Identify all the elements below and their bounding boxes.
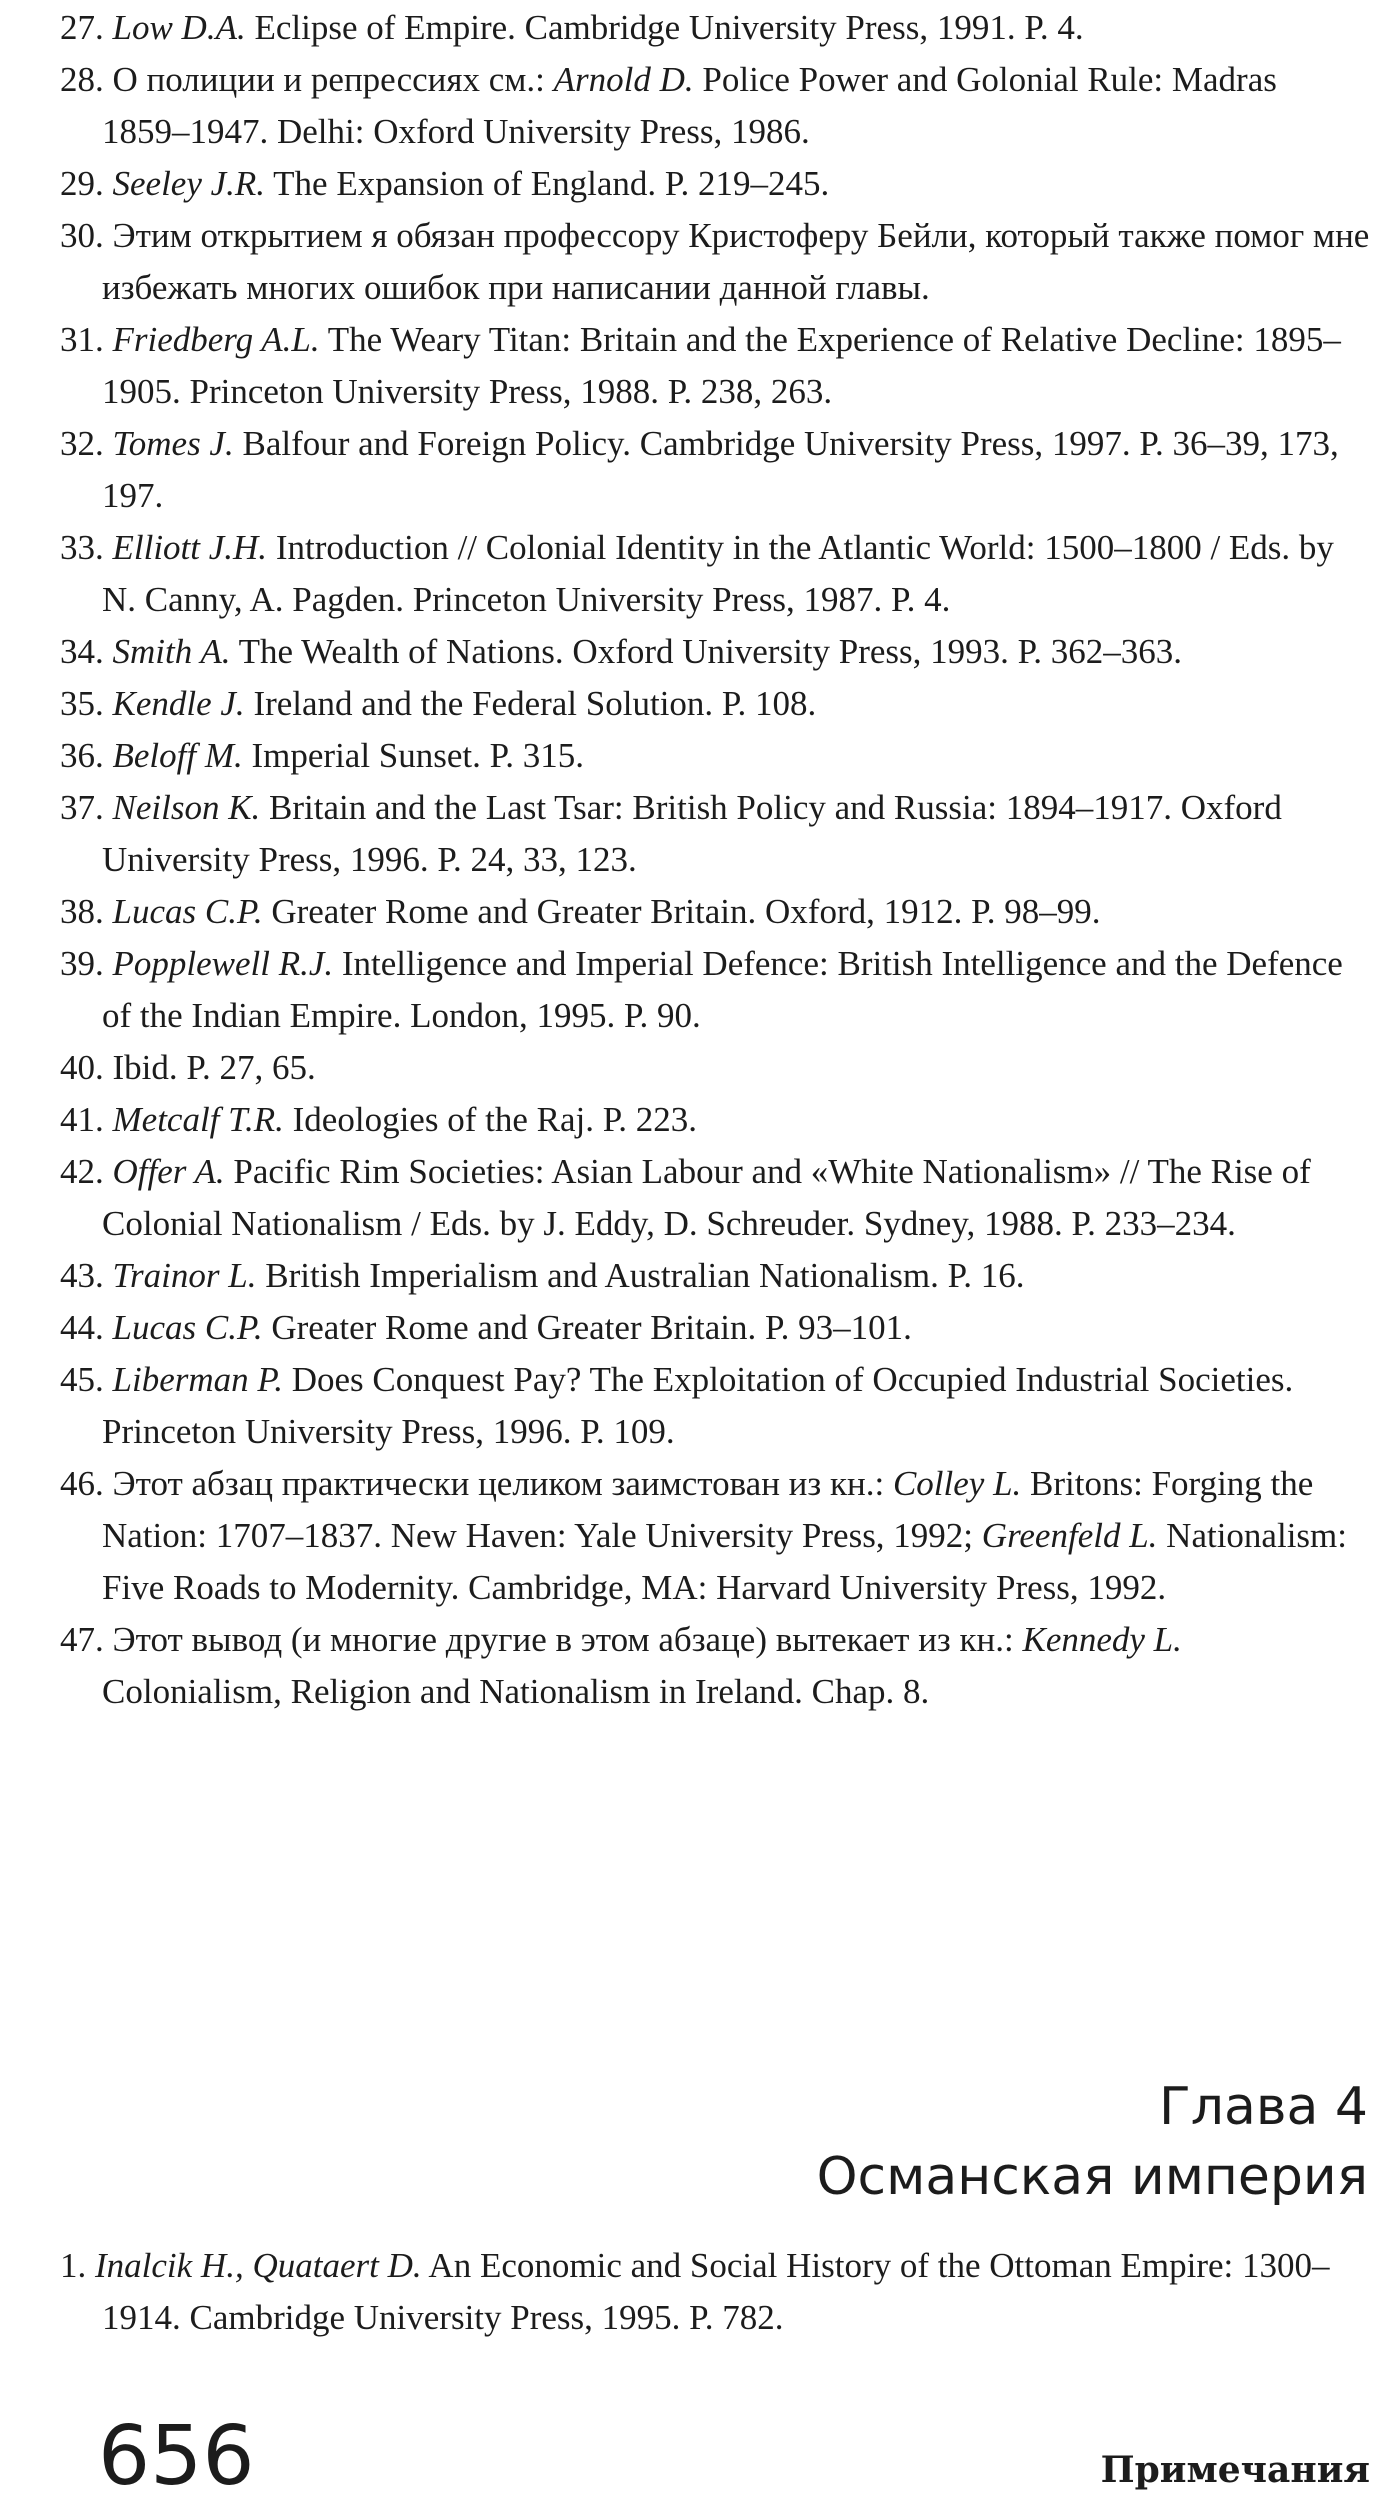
endnote-item bbox=[60, 418, 1370, 522]
endnote-text: Britons: Forging the Nation: 1707–1837. New Haven: Yale University Press, 1992; bbox=[102, 1464, 1314, 1555]
endnote-number: 34. bbox=[60, 632, 104, 671]
endnote-item bbox=[60, 210, 1370, 314]
endnote-item bbox=[60, 782, 1370, 886]
endnote-item bbox=[60, 1458, 1370, 1614]
endnote-text: Imperial Sunset. P. 315. bbox=[242, 736, 584, 775]
endnote-text: Ibid. P. 27, 65. bbox=[112, 1048, 316, 1087]
endnote-author: Arnold D. bbox=[553, 60, 694, 99]
endnote-text: Eclipse of Empire. Cambridge University Press, 1991. P. 4. bbox=[245, 8, 1084, 47]
endnote-number: 1. bbox=[60, 2246, 87, 2285]
endnote-item bbox=[60, 1146, 1370, 1250]
endnote-item bbox=[60, 2240, 1370, 2344]
endnote-author: Liberman P. bbox=[112, 1360, 283, 1399]
endnote-text: Этим открытием я обязан профессору Кристоферу Бейли, который также помог мне избежать многих ошибок при написании данной главы. bbox=[102, 216, 1370, 307]
endnote-text: Nationalism: Five Roads to Modernity. Cambridge, MA: Harvard University Press, 1992. bbox=[102, 1516, 1347, 1607]
endnote-number: 45. bbox=[60, 1360, 104, 1399]
endnote-text: Britain and the Last Tsar: British Policy and Russia: 1894–1917. Oxford University Press, 1996. P. 24, 33, 123. bbox=[102, 788, 1282, 879]
endnote-item bbox=[60, 886, 1370, 938]
endnote-number: 33. bbox=[60, 528, 104, 567]
running-footer-title: Примечания bbox=[1100, 2449, 1370, 2491]
endnote-number: 38. bbox=[60, 892, 104, 931]
endnote-author: Metcalf T.R. bbox=[112, 1100, 284, 1139]
endnote-text: British Imperialism and Australian Nationalism. P. 16. bbox=[256, 1256, 1025, 1295]
endnote-text: Pacific Rim Societies: Asian Labour and «White Nationalism» // The Rise of Colonial Nationalism / Eds. by J. Eddy, D. Schreuder. Sydney, 1988. P. 233–234. bbox=[102, 1152, 1311, 1243]
endnote-item bbox=[60, 1094, 1370, 1146]
endnote-author: Friedberg A.L. bbox=[112, 320, 320, 359]
endnote-number: 42. bbox=[60, 1152, 104, 1191]
endnote-number: 46. bbox=[60, 1464, 104, 1503]
endnote-author: Trainor L. bbox=[112, 1256, 257, 1295]
endnote-number: 27. bbox=[60, 8, 104, 47]
endnote-text: Balfour and Foreign Policy. Cambridge University Press, 1997. P. 36–39, 173, 197. bbox=[102, 424, 1339, 515]
endnote-text: Ideologies of the Raj. P. 223. bbox=[283, 1100, 698, 1139]
endnote-text: Does Conquest Pay? The Exploitation of Occupied Industrial Societies. Princeton University Press, 1996. P. 109. bbox=[102, 1360, 1294, 1451]
endnote-author: Colley L. bbox=[892, 1464, 1022, 1503]
endnote-author: Popplewell R.J. bbox=[112, 944, 334, 983]
endnote-author: Inalcik H., Quataert D. bbox=[95, 2246, 422, 2285]
endnote-number: 31. bbox=[60, 320, 104, 359]
endnote-author: Seeley J.R. bbox=[112, 164, 266, 203]
endnote-text: Greater Rome and Greater Britain. Oxford, 1912. P. 98–99. bbox=[262, 892, 1101, 931]
endnote-item bbox=[60, 54, 1370, 158]
endnote-item bbox=[60, 730, 1370, 782]
endnote-item bbox=[60, 158, 1370, 210]
endnote-text: Colonialism, Religion and Nationalism in Ireland. Chap. 8. bbox=[102, 1672, 930, 1711]
endnote-text: The Weary Titan: Britain and the Experience of Relative Decline: 1895–1905. Princeton University Press, 1988. P. 238, 263. bbox=[102, 320, 1341, 411]
endnote-number: 43. bbox=[60, 1256, 104, 1295]
endnote-number: 35. bbox=[60, 684, 104, 723]
endnote-item bbox=[60, 1250, 1370, 1302]
endnote-author: Greenfeld L. bbox=[981, 1516, 1158, 1555]
endnote-author: Low D.A. bbox=[112, 8, 246, 47]
endnote-number: 28. bbox=[60, 60, 104, 99]
endnote-text: Greater Rome and Greater Britain. P. 93–101. bbox=[262, 1308, 912, 1347]
chapter-endnotes-list bbox=[60, 2240, 1370, 2344]
endnote-text: The Wealth of Nations. Oxford University Press, 1993. P. 362–363. bbox=[230, 632, 1182, 671]
endnote-author: Beloff M. bbox=[112, 736, 243, 775]
endnote-prefix: Этот вывод (и многие другие в этом абзаце) вытекает из кн.: bbox=[112, 1620, 1023, 1659]
endnote-author: Elliott J.H. bbox=[112, 528, 268, 567]
endnote-item bbox=[60, 314, 1370, 418]
endnote-number: 36. bbox=[60, 736, 104, 775]
endnote-number: 29. bbox=[60, 164, 104, 203]
page-number: 656 bbox=[98, 2409, 255, 2504]
endnote-number: 32. bbox=[60, 424, 104, 463]
endnote-number: 39. bbox=[60, 944, 104, 983]
endnote-number: 41. bbox=[60, 1100, 104, 1139]
endnote-item bbox=[60, 1042, 1370, 1094]
endnote-item bbox=[60, 678, 1370, 730]
endnote-text: Introduction // Colonial Identity in the Atlantic World: 1500–1800 / Eds. by N. Canny, A. Pagden. Princeton University Press, 1987. P. 4. bbox=[102, 528, 1334, 619]
endnote-item bbox=[60, 1614, 1370, 1718]
endnote-text: Intelligence and Imperial Defence: British Intelligence and the Defence of the Indian Empire. London, 1995. P. 90. bbox=[102, 944, 1343, 1035]
endnote-text: An Economic and Social History of the Ottoman Empire: 1300–1914. Cambridge University Press, 1995. P. 782. bbox=[102, 2246, 1330, 2337]
endnote-author: Lucas C.P. bbox=[112, 892, 263, 931]
endnote-item bbox=[60, 626, 1370, 678]
endnote-text: Ireland and the Federal Solution. P. 108. bbox=[244, 684, 817, 723]
endnote-item bbox=[60, 522, 1370, 626]
endnote-number: 44. bbox=[60, 1308, 104, 1347]
endnote-number: 37. bbox=[60, 788, 104, 827]
endnote-item bbox=[60, 1354, 1370, 1458]
endnote-number: 47. bbox=[60, 1620, 104, 1659]
endnote-author: Tomes J. bbox=[112, 424, 234, 463]
endnote-number: 40. bbox=[60, 1048, 104, 1087]
endnote-author: Offer A. bbox=[112, 1152, 225, 1191]
endnote-author: Lucas C.P. bbox=[112, 1308, 263, 1347]
endnote-text: Police Power and Golonial Rule: Madras 1859–1947. Delhi: Oxford University Press, 1986. bbox=[102, 60, 1277, 151]
endnote-author: Smith A. bbox=[112, 632, 231, 671]
endnote-item bbox=[60, 938, 1370, 1042]
endnote-item bbox=[60, 1302, 1370, 1354]
chapter-label: Глава 4 bbox=[1159, 2077, 1368, 2137]
endnote-author: Kennedy L. bbox=[1022, 1620, 1182, 1659]
endnote-number: 30. bbox=[60, 216, 104, 255]
endnotes-list bbox=[60, 2, 1370, 1718]
endnote-prefix: Этот абзац практически целиком заимстован из кн.: bbox=[112, 1464, 893, 1503]
endnote-author: Neilson K. bbox=[112, 788, 261, 827]
chapter-title: Османская империя bbox=[816, 2147, 1368, 2207]
endnote-author: Kendle J. bbox=[112, 684, 245, 723]
endnote-text: The Expansion of England. P. 219–245. bbox=[265, 164, 830, 203]
endnote-prefix: О полиции и репрессиях см.: bbox=[112, 60, 554, 99]
endnote-item bbox=[60, 2, 1370, 54]
